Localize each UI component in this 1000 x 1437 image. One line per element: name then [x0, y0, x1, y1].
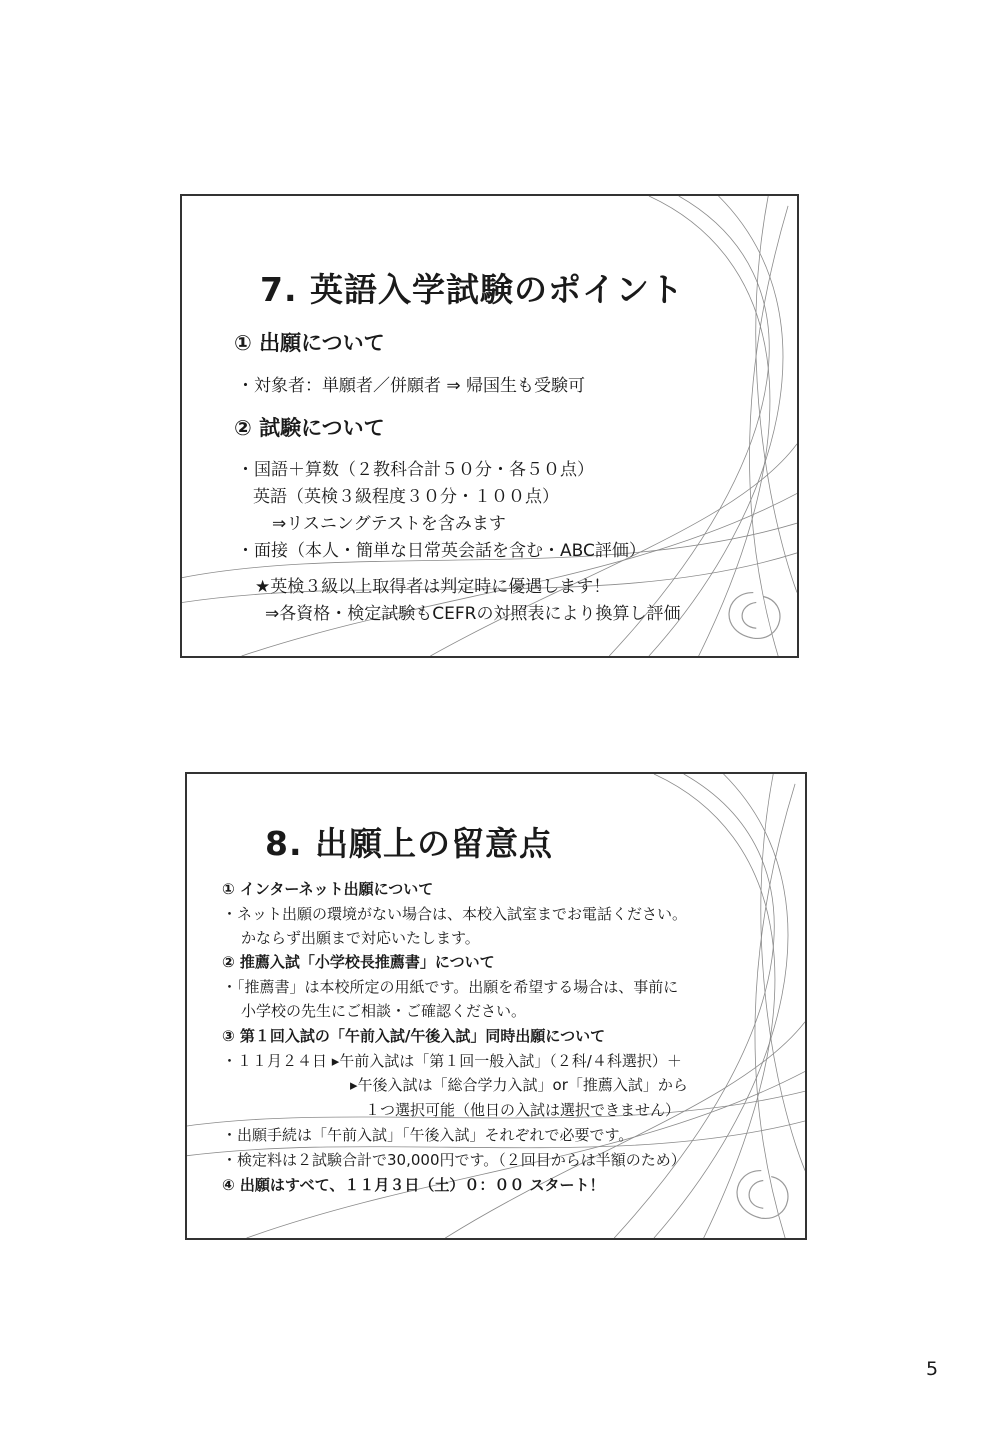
section-heading: ④ 出願はすべて、１１月３日（土）０：００ スタート！: [222, 1176, 605, 1194]
body-line: 英語（英検３級程度３０分・１００点）: [253, 487, 559, 507]
body-line: かならず出願まで対応いたします。: [241, 929, 480, 947]
slide-title: 7. 英語入学試験のポイント: [260, 270, 684, 309]
body-line: ・「推薦書」は本校所定の用紙です。出願を希望する場合は、事前に: [222, 978, 679, 996]
slide-application-notes: [185, 772, 807, 1240]
section-heading: ③ 第１回入試の「午前入試/午後入試」同時出願について: [222, 1027, 606, 1045]
slide-title: 8. 出願上の留意点: [265, 824, 553, 863]
body-line: ★英検３級以上取得者は判定時に優遇します！: [255, 577, 611, 597]
section-heading: ① インターネット出願について: [222, 880, 434, 898]
body-line: ・ネット出願の環境がない場合は、本校入試室までお電話ください。: [222, 905, 688, 923]
body-line: ・国語＋算数（２教科合計５０分・各５０点）: [237, 460, 594, 480]
section-heading: ② 推薦入試「小学校長推薦書」について: [222, 953, 495, 971]
body-line: ・検定料は２試験合計で30,000円です。（２回目からは半額のため）: [222, 1151, 686, 1169]
section-heading: ② 試験について: [234, 416, 385, 440]
page-number: 5: [926, 1358, 939, 1380]
body-line: 小学校の先生にご相談・ご確認ください。: [241, 1002, 527, 1020]
body-line: ⇒リスニングテストを含みます: [272, 514, 506, 534]
body-line: ・面接（本人・簡単な日常英会話を含む・ABC評価）: [237, 541, 646, 561]
body-line: ▸午後入試は「総合学力入試」or「推薦入試」から: [350, 1076, 688, 1094]
body-line: ・出願手続は「午前入試」「午後入試」それぞれで必要です。: [222, 1126, 634, 1144]
body-line: ・対象者：単願者／併願者 ⇒ 帰国生も受験可: [237, 376, 586, 396]
body-line: ⇒各資格・検定試験もCEFRの対照表により換算し評価: [265, 604, 681, 624]
body-line: ・１１月２４日 ▸午前入試は「第１回一般入試」（２科/４科選択）＋: [222, 1052, 682, 1070]
body-line: １つ選択可能（他日の入試は選択できません）: [365, 1101, 681, 1119]
slide-english-exam-points: [180, 194, 799, 658]
section-heading: ① 出願について: [234, 331, 385, 355]
